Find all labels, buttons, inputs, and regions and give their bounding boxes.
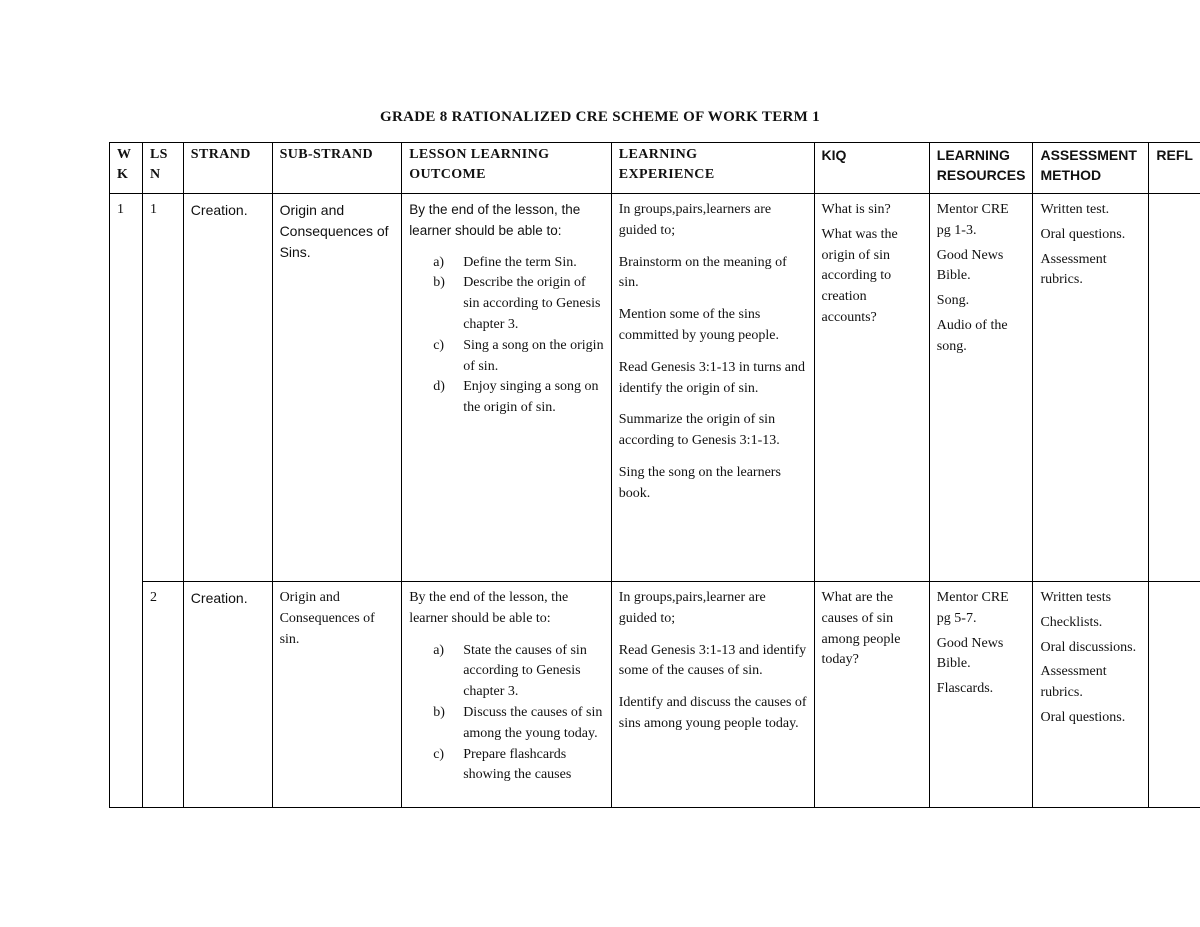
- kiq-item: What was the origin of sin according to creation accounts?: [821, 226, 898, 325]
- assessment-item: Assessment rubrics.: [1040, 251, 1107, 288]
- list-marker: a): [433, 642, 445, 658]
- reflection-cell: [1149, 582, 1200, 808]
- assessment-item: Written test.: [1040, 202, 1110, 217]
- experience-item: In groups,pairs,learners are guided to;: [618, 202, 772, 238]
- kiq-item: What is sin?: [821, 202, 891, 217]
- assessment-item: Oral questions.: [1040, 226, 1126, 242]
- resource-item: Song.: [936, 293, 970, 309]
- assessment-method-cell: [1033, 582, 1149, 808]
- outcome-intro: By the end of the lesson, the learner should be able to:: [409, 202, 581, 238]
- experience-item: In groups,pairs,learner are guided to;: [618, 590, 766, 626]
- experience-item: Read Genesis 3:1-13 and identify some of the causes of sin.: [618, 642, 807, 679]
- list-marker: d): [433, 379, 445, 395]
- experience-item: Summarize the origin of sin according to Genesis 3:1-13.: [618, 412, 780, 449]
- header-learning-outcome-line1: LESSON LEARNING: [409, 147, 550, 162]
- header-learning-experience-line2: EXPERIENCE: [618, 167, 715, 182]
- learning-resources-cell: [929, 194, 1033, 582]
- outcome-intro: By the end of the lesson, the learner should be able to:: [409, 590, 569, 626]
- header-kiq: KIQ: [814, 143, 929, 194]
- header-learning-experience: [611, 143, 814, 194]
- header-week-line2: K: [117, 167, 129, 182]
- outcome-list: [409, 253, 604, 419]
- header-week-line1: W: [117, 147, 132, 162]
- list-item: [433, 641, 604, 703]
- outcome-text: Enjoy singing a song on the origin of sin.: [463, 379, 599, 416]
- assessment-item: Checklists.: [1040, 614, 1103, 630]
- experience-item: Sing the song on the learners book.: [618, 464, 781, 501]
- header-reflection: REFL: [1149, 143, 1200, 194]
- assessment-item: Written tests: [1040, 590, 1112, 605]
- outcome-text: Describe the origin of sin according to Genesis chapter 3.: [463, 275, 601, 332]
- list-item: [433, 703, 604, 745]
- header-lesson: [142, 143, 183, 194]
- lesson-number: 2: [142, 582, 183, 808]
- header-learning-resources: [929, 143, 1033, 194]
- outcome-text: Prepare flashcards showing the causes: [463, 746, 572, 783]
- assessment-item: Oral discussions.: [1040, 639, 1137, 655]
- header-learning-resources-line1: LEARNING: [936, 147, 1010, 163]
- list-item: [433, 273, 604, 335]
- learning-experience-cell: [611, 194, 814, 582]
- list-item: [433, 745, 604, 787]
- resource-item: Good News Bible.: [936, 635, 1004, 672]
- kiq-item: What are the causes of sin among people today?: [821, 590, 901, 668]
- resource-item: Mentor CRE pg 5-7.: [936, 590, 1009, 626]
- sub-strand-cell: Origin and Consequences of sin.: [272, 582, 402, 808]
- table-row: [110, 582, 1200, 808]
- list-marker: c): [433, 337, 445, 353]
- header-learning-outcome-line2: OUTCOME: [409, 167, 486, 182]
- strand-cell: Creation.: [183, 582, 272, 808]
- sub-strand-cell: Origin and Consequences of Sins.: [272, 194, 402, 582]
- list-marker: b): [433, 704, 445, 720]
- experience-item: Mention some of the sins committed by young people.: [618, 307, 779, 343]
- kiq-cell: [814, 582, 929, 808]
- assessment-item: Oral questions.: [1040, 709, 1126, 725]
- header-assessment-method-line1: ASSESSMENT: [1040, 147, 1137, 163]
- learning-outcome-cell: [402, 194, 612, 582]
- page-title: GRADE 8 RATIONALIZED CRE SCHEME OF WORK TERM 1: [380, 109, 820, 125]
- header-lesson-line1: LS: [149, 147, 168, 162]
- resource-item: Audio of the song.: [936, 317, 1008, 354]
- header-learning-resources-line2: RESOURCES: [936, 167, 1026, 183]
- scheme-of-work-table: [109, 142, 1200, 808]
- outcome-text: Discuss the causes of sin among the young today.: [463, 704, 603, 741]
- lesson-number: 1: [142, 194, 183, 582]
- list-marker: c): [433, 746, 445, 762]
- resource-item: Flascards.: [936, 681, 994, 697]
- header-sub-strand: SUB-STRAND: [272, 143, 402, 194]
- assessment-method-cell: [1033, 194, 1149, 582]
- list-item: [433, 336, 604, 378]
- list-item: [433, 253, 604, 274]
- experience-item: Read Genesis 3:1-13 in turns and identify the origin of sin.: [618, 359, 806, 396]
- header-learning-outcome: [402, 143, 612, 194]
- header-strand: STRAND: [183, 143, 272, 194]
- outcome-text: Define the term Sin.: [463, 254, 577, 270]
- experience-item: Brainstorm on the meaning of sin.: [618, 254, 787, 291]
- learning-experience-cell: [611, 582, 814, 808]
- header-assessment-method: [1033, 143, 1149, 194]
- table-header-row: [110, 143, 1200, 194]
- header-assessment-method-line2: METHOD: [1040, 167, 1102, 183]
- assessment-item: Assessment rubrics.: [1040, 664, 1107, 701]
- learning-resources-cell: [929, 582, 1033, 808]
- header-learning-experience-line1: LEARNING: [618, 147, 698, 162]
- resource-item: Mentor CRE pg 1-3.: [936, 202, 1009, 238]
- resource-item: Good News Bible.: [936, 247, 1004, 284]
- header-week: [110, 143, 143, 194]
- kiq-cell: [814, 194, 929, 582]
- week-number: 1: [110, 194, 143, 808]
- list-marker: b): [433, 275, 445, 291]
- outcome-text: Sing a song on the origin of sin.: [463, 337, 604, 374]
- reflection-cell: [1149, 194, 1200, 582]
- outcome-text: State the causes of sin according to Genesis chapter 3.: [463, 642, 587, 700]
- learning-outcome-cell: [402, 582, 612, 808]
- experience-item: Identify and discuss the causes of sins among young people today.: [618, 695, 807, 731]
- outcome-list: [409, 641, 604, 787]
- strand-cell: Creation.: [183, 194, 272, 582]
- header-lesson-line2: N: [149, 167, 161, 182]
- list-marker: a): [433, 254, 445, 270]
- list-item: [433, 377, 604, 419]
- table-row: [110, 194, 1200, 582]
